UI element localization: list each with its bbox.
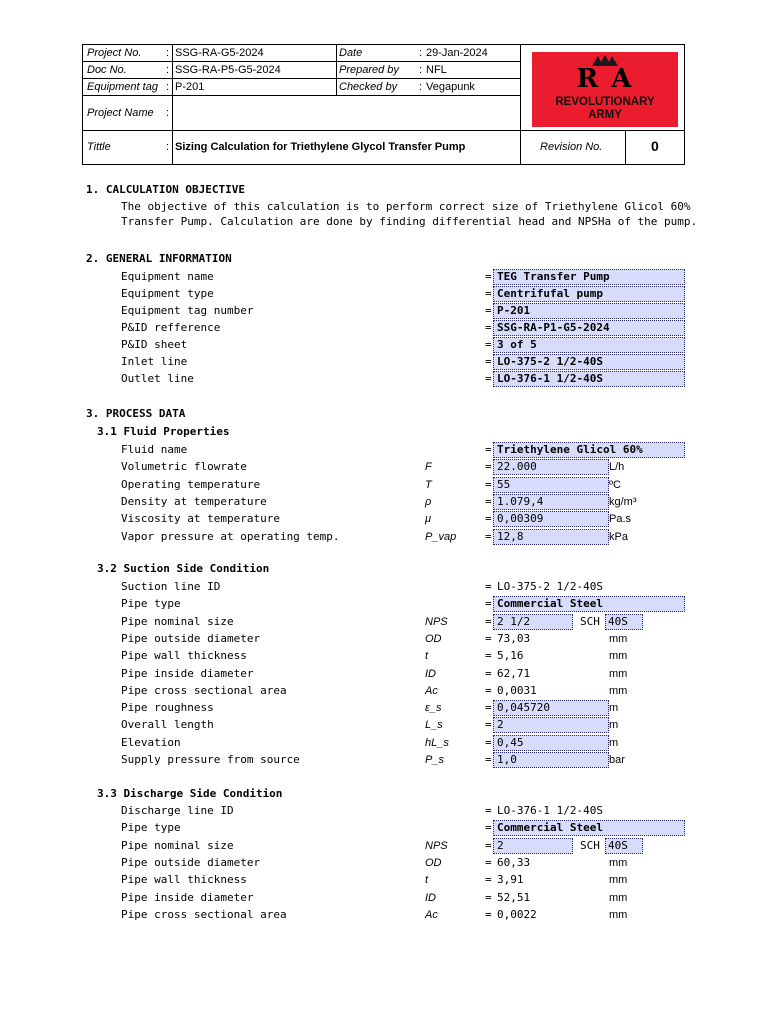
project-no-value: SSG-RA-G5-2024: [175, 47, 264, 59]
row-label: Pipe cross sectional area: [121, 907, 287, 921]
equals-sign: =: [485, 597, 492, 611]
equals-sign: =: [485, 907, 492, 921]
section-general-information-title: 2. GENERAL INFORMATION: [86, 252, 232, 265]
row-symbol: T: [425, 478, 432, 491]
row-symbol: ρ: [425, 495, 432, 508]
row-symbol: L_s: [425, 719, 443, 732]
equipment-tag-label: Equipment tag: [87, 81, 158, 93]
checked-by-label: Checked by: [339, 81, 398, 93]
row-value: TEG Transfer Pump: [497, 270, 610, 283]
row-unit: m: [609, 719, 619, 732]
row-unit: mm: [609, 874, 628, 887]
row-label: Discharge line ID: [121, 804, 234, 817]
equals-sign: =: [485, 338, 492, 351]
sch-label: SCH: [580, 614, 600, 628]
row-unit: mm: [609, 856, 628, 869]
row-label: Pipe inside diameter: [121, 666, 254, 680]
row-unit: ºC: [609, 478, 621, 491]
row-label: P&ID refference: [121, 321, 221, 334]
row-value: 60,33: [497, 855, 531, 869]
colon: :: [166, 107, 170, 119]
equals-sign: =: [485, 529, 492, 543]
input-cell[interactable]: [493, 477, 609, 493]
row-symbol: μ: [425, 513, 432, 526]
sch-label: SCH: [580, 838, 600, 852]
row-value: LO-375-2 1/2-40S: [497, 580, 603, 593]
equals-sign: =: [485, 873, 492, 887]
logo-text-line2: ARMY: [588, 109, 622, 121]
row-label: Pipe inside diameter: [121, 890, 254, 904]
row-value: 22.000: [497, 460, 537, 474]
equals-sign: =: [485, 666, 492, 680]
row-label: Pipe nominal size: [121, 838, 234, 852]
row-label: Pipe wall thickness: [121, 649, 247, 663]
row-symbol: t: [425, 650, 429, 663]
row-symbol: P_vap: [425, 530, 457, 543]
equals-sign: =: [485, 683, 492, 697]
row-value: 0,00309: [497, 512, 544, 526]
row-label: Fluid name: [121, 443, 188, 456]
colon: :: [419, 81, 423, 93]
row-value: 73,03: [497, 631, 531, 645]
row-label: Pipe type: [121, 821, 181, 835]
colon: :: [419, 47, 423, 59]
input-cell[interactable]: [493, 838, 573, 854]
row-unit: kPa: [609, 530, 628, 543]
document-title: Sizing Calculation for Triethylene Glycol Transfer Pump: [175, 141, 466, 153]
row-label: Density at temperature: [121, 494, 267, 508]
equals-sign: =: [485, 631, 492, 645]
row-label: Pipe nominal size: [121, 614, 234, 628]
row-value: 55: [497, 477, 511, 491]
suction-side-title: 3.2 Suction Side Condition: [97, 562, 270, 575]
row-value: 2 1/2: [497, 614, 531, 628]
revision-label: Revision No.: [540, 141, 603, 153]
row-symbol: OD: [425, 632, 442, 645]
row-unit: mm: [609, 650, 628, 663]
row-value: LO-376-1 1/2-40S: [497, 804, 603, 817]
equals-sign: =: [485, 372, 492, 385]
row-value: 0,45: [497, 735, 524, 749]
equals-sign: =: [485, 718, 492, 732]
equals-sign: =: [485, 287, 492, 300]
row-value: P-201: [497, 304, 531, 317]
equals-sign: =: [485, 512, 492, 526]
equals-sign: =: [485, 580, 492, 593]
row-value: Triethylene Glicol 60%: [497, 443, 643, 456]
row-label: Operating temperature: [121, 477, 261, 491]
discharge-side-title: 3.3 Discharge Side Condition: [97, 787, 283, 800]
row-unit: m: [609, 736, 619, 749]
row-unit: mm: [609, 667, 628, 680]
revision-value: 0: [651, 138, 659, 154]
equals-sign: =: [485, 270, 492, 283]
equals-sign: =: [485, 614, 492, 628]
row-value: 5,16: [497, 649, 524, 663]
row-unit: m: [609, 702, 619, 715]
row-label: Overall length: [121, 718, 214, 732]
date-label: Date: [339, 47, 363, 59]
date-value: 29-Jan-2024: [426, 47, 488, 59]
row-symbol: t: [425, 874, 429, 887]
row-label: Volumetric flowrate: [121, 460, 247, 474]
row-symbol: Ac: [425, 684, 438, 697]
row-symbol: F: [425, 461, 432, 474]
row-label: Pipe cross sectional area: [121, 683, 287, 697]
row-value: 3 of 5: [497, 338, 537, 351]
row-label: Pipe roughness: [121, 701, 214, 715]
equals-sign: =: [485, 855, 492, 869]
equals-sign: =: [485, 304, 492, 317]
row-label: Pipe wall thickness: [121, 873, 247, 887]
sch-value: 40S: [608, 838, 628, 852]
prepared-by-value: NFL: [426, 64, 447, 76]
row-value: 2: [497, 838, 504, 852]
row-value: SSG-RA-P1-G5-2024: [497, 321, 610, 334]
row-value: Commercial Steel: [497, 597, 603, 611]
row-label: Elevation: [121, 735, 181, 749]
row-symbol: NPS: [425, 615, 448, 628]
equals-sign: =: [485, 355, 492, 368]
row-label: Supply pressure from source: [121, 753, 300, 766]
fluid-properties-title: 3.1 Fluid Properties: [97, 425, 230, 438]
prepared-by-label: Prepared by: [339, 64, 399, 76]
section-calculation-objective-title: 1. CALCULATION OBJECTIVE: [86, 183, 245, 196]
row-symbol: ID: [425, 891, 436, 904]
row-unit: mm: [609, 684, 628, 697]
equals-sign: =: [485, 649, 492, 663]
equals-sign: =: [485, 753, 492, 766]
colon: :: [166, 141, 170, 153]
row-unit: mm: [609, 632, 628, 645]
row-value: 0,0031: [497, 683, 537, 697]
row-unit: mm: [609, 891, 628, 904]
objective-text-line2: Transfer Pump. Calculation are done by finding differential head and NPSHa of the pump.: [121, 215, 698, 228]
row-value: Commercial Steel: [497, 821, 603, 835]
row-unit: Pa.s: [609, 513, 632, 526]
sch-value: 40S: [608, 614, 628, 628]
project-name-label: Project Name: [87, 107, 154, 119]
equals-sign: =: [485, 443, 492, 456]
company-logo: [532, 52, 678, 127]
row-symbol: OD: [425, 856, 442, 869]
row-label: Equipment type: [121, 287, 214, 300]
doc-no-label: Doc No.: [87, 64, 127, 76]
equals-sign: =: [485, 821, 492, 835]
row-symbol: ID: [425, 667, 436, 680]
logo-text-line1: REVOLUTIONARY: [555, 96, 655, 108]
row-label: Pipe outside diameter: [121, 631, 261, 645]
row-value: 1.079,4: [497, 494, 544, 508]
row-label: Pipe outside diameter: [121, 855, 261, 869]
row-symbol: NPS: [425, 839, 448, 852]
project-no-label: Project No.: [87, 47, 142, 59]
section-process-data-title: 3. PROCESS DATA: [86, 407, 186, 420]
row-value: 0,0022: [497, 907, 537, 921]
row-unit: bar: [609, 754, 625, 766]
row-symbol: hL_s: [425, 736, 449, 749]
row-value: LO-375-2 1/2-40S: [497, 355, 603, 368]
checked-by-value: Vegapunk: [426, 81, 475, 93]
colon: :: [419, 64, 423, 76]
row-label: Pipe type: [121, 597, 181, 611]
row-label: Viscosity at temperature: [121, 512, 280, 526]
row-label: Equipment tag number: [121, 304, 254, 317]
equals-sign: =: [485, 804, 492, 817]
logo-mark: R A: [576, 64, 634, 94]
title-label: Tittle: [87, 141, 111, 153]
row-unit: kg/m³: [609, 495, 637, 508]
row-label: Suction line ID: [121, 580, 221, 593]
row-unit: mm: [609, 908, 628, 921]
row-value: 62,71: [497, 666, 531, 680]
row-label: Vapor pressure at operating temp.: [121, 529, 340, 543]
row-value: 1,0: [497, 753, 517, 766]
colon: :: [166, 64, 170, 76]
equipment-tag-value: P-201: [175, 81, 205, 93]
equals-sign: =: [485, 838, 492, 852]
colon: :: [166, 47, 170, 59]
row-unit: L/h: [609, 461, 625, 474]
equals-sign: =: [485, 460, 492, 474]
input-cell[interactable]: [493, 717, 609, 733]
row-symbol: Ac: [425, 908, 438, 921]
equals-sign: =: [485, 321, 492, 334]
objective-text-line1: The objective of this calculation is to perform correct size of Triethylene Glicol 60%: [121, 200, 691, 213]
equals-sign: =: [485, 735, 492, 749]
row-symbol: P_s: [425, 754, 444, 766]
row-value: 0,045720: [497, 701, 550, 715]
equals-sign: =: [485, 701, 492, 715]
row-value: 3,91: [497, 873, 524, 887]
row-label: P&ID sheet: [121, 338, 188, 351]
equals-sign: =: [485, 494, 492, 508]
row-symbol: ε_s: [425, 702, 442, 715]
equals-sign: =: [485, 477, 492, 491]
colon: :: [166, 81, 170, 93]
doc-no-value: SSG-RA-P5-G5-2024: [175, 64, 281, 76]
row-value: 2: [497, 718, 504, 732]
row-value: 52,51: [497, 890, 531, 904]
row-value: LO-376-1 1/2-40S: [497, 372, 603, 385]
row-value: 12,8: [497, 529, 524, 543]
row-label: Outlet line: [121, 372, 194, 385]
row-label: Inlet line: [121, 355, 188, 368]
row-label: Equipment name: [121, 270, 214, 283]
row-value: Centrifufal pump: [497, 287, 603, 300]
equals-sign: =: [485, 890, 492, 904]
